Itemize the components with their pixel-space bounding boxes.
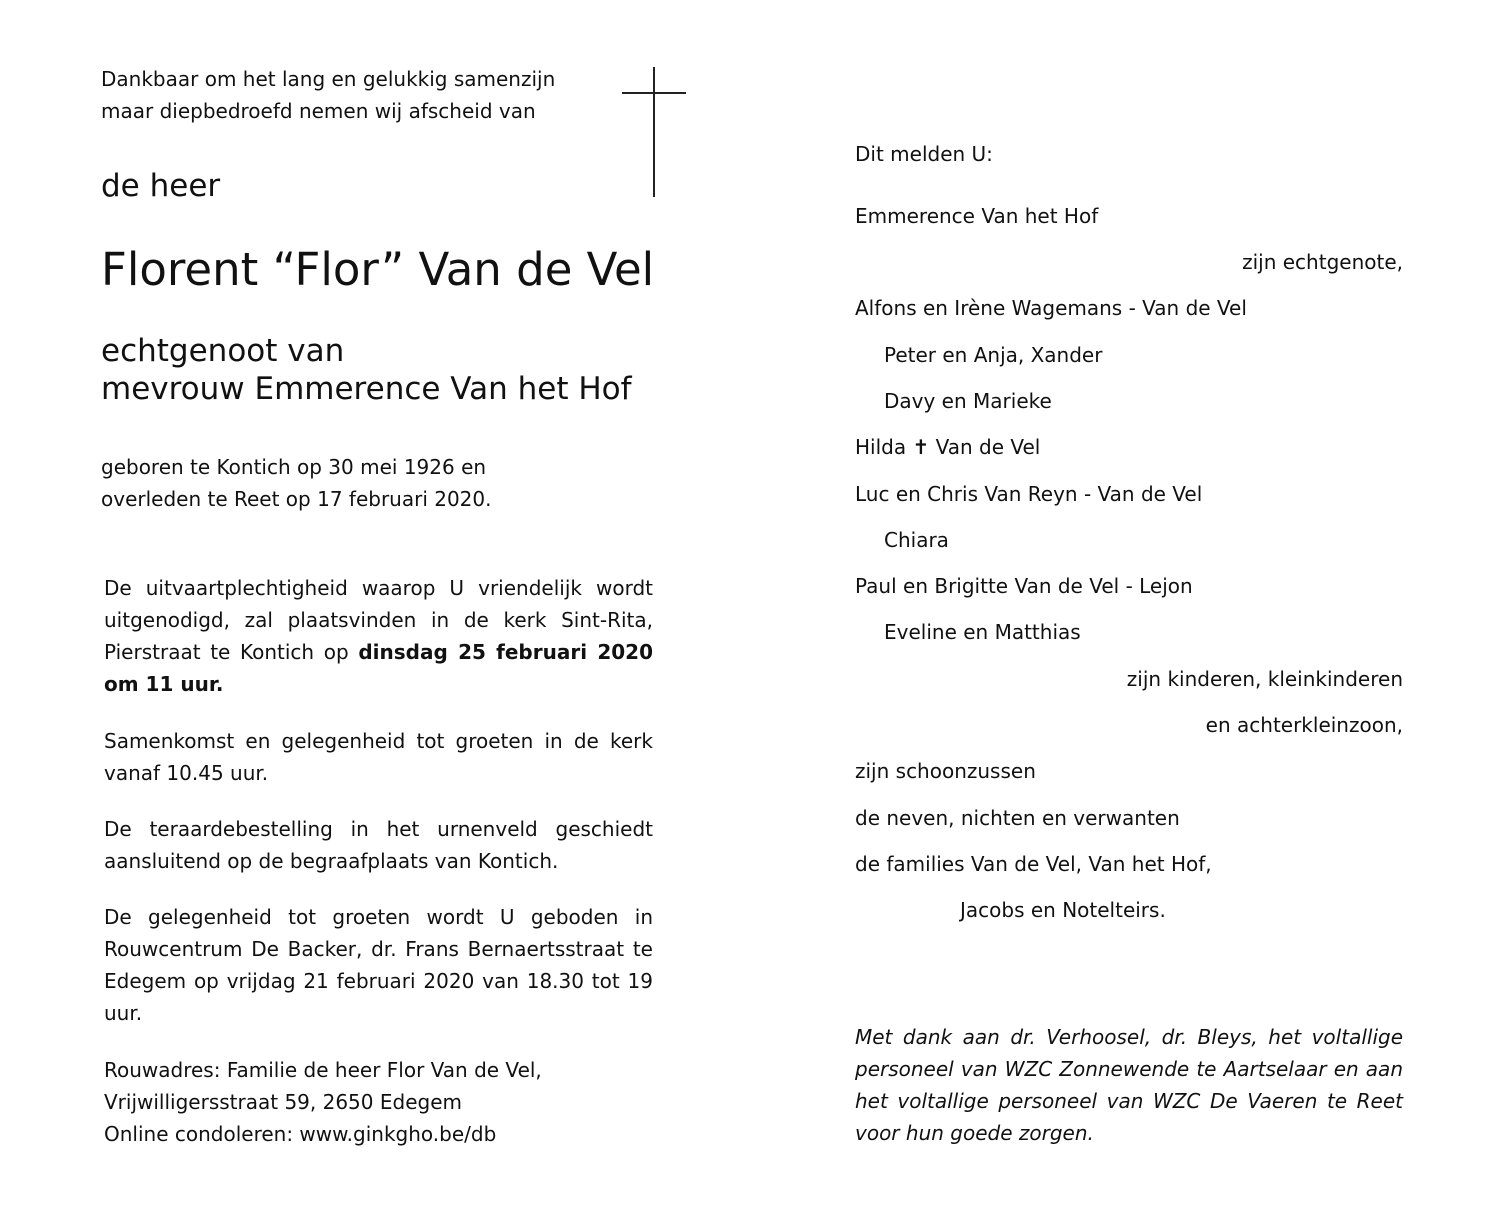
- family-families-2: Jacobs en Notelteirs.: [960, 898, 1166, 922]
- family-spouse-name: Emmerence Van het Hof: [855, 204, 1099, 228]
- intro-text: [101, 63, 621, 127]
- condolence-link: Online condoleren: www.ginkgho.be/db: [104, 1122, 497, 1146]
- birth-line: geboren te Kontich op 30 mei 1926 en: [101, 455, 487, 479]
- address-line-2: Vrijwilligersstraat 59, 2650 Edegem: [104, 1090, 462, 1114]
- address-block: [104, 1054, 542, 1150]
- spouse-line-1: echtgenoot van: [101, 333, 345, 369]
- intro-line-1: Dankbaar om het lang en gelukkig samenzijn: [101, 67, 556, 91]
- family-grandchild-4: Eveline en Matthias: [884, 620, 1081, 644]
- cross-icon-horizontal: [622, 92, 686, 94]
- funeral-text: De uitvaartplechtigheid waarop U vriendelijk wordt uitgenodigd, zal plaatsvinden in de kerk Sint-Rita, Pierstraat te Kontich op: [104, 576, 653, 664]
- visitation-paragraph: De gelegenheid tot groeten wordt U geboden in Rouwcentrum De Backer, dr. Frans Bernaertsstraat te Edegem op vrijdag 21 februari 2020 van 18.30 tot 19 uur.: [104, 905, 653, 1025]
- family-relatives: de neven, nichten en verwanten: [855, 806, 1180, 830]
- family-child-1: Alfons en Irène Wagemans - Van de Vel: [855, 296, 1247, 320]
- thanks-paragraph: Met dank aan dr. Verhoosel, dr. Bleys, het voltallige personeel van WZC Zonnewende te Aartselaar en aan het voltallige personeel van WZC De Vaeren te Reet voor hun goede zorgen.: [855, 1025, 1403, 1145]
- family-grandchild-1: Peter en Anja, Xander: [884, 343, 1103, 367]
- family-child-3: Luc en Chris Van Reyn - Van de Vel: [855, 482, 1203, 506]
- announcement-header: Dit melden U:: [855, 142, 993, 166]
- family-greatgrandchild-role: en achterkleinzoon,: [1205, 713, 1403, 737]
- death-line: overleden te Reet op 17 februari 2020.: [101, 487, 492, 511]
- gathering-paragraph: Samenkomst en gelegenheid tot groeten in de kerk vanaf 10.45 uur.: [104, 729, 653, 785]
- spouse-block: [101, 332, 632, 408]
- family-spouse-role: zijn echtgenote,: [1242, 250, 1403, 274]
- salutation: de heer: [101, 168, 221, 204]
- funeral-paragraph: [104, 572, 653, 700]
- address-line-1: Rouwadres: Familie de heer Flor Van de Vel,: [104, 1058, 542, 1082]
- deceased-name: Florent “Flor” Van de Vel: [101, 243, 655, 296]
- family-grandchild-2: Davy en Marieke: [884, 389, 1052, 413]
- family-children-role: zijn kinderen, kleinkinderen: [1126, 667, 1403, 691]
- dates-block: [101, 451, 492, 515]
- intro-line-2: maar diepbedroefd nemen wij afscheid van: [101, 99, 536, 123]
- burial-paragraph: De teraardebestelling in het urnenveld geschiedt aansluitend op de begraafplaats van Kontich.: [104, 817, 653, 873]
- family-sisters-in-law: zijn schoonzussen: [855, 759, 1036, 783]
- cross-icon-vertical: [653, 67, 655, 197]
- family-child-2: Hilda ✝ Van de Vel: [855, 435, 1041, 459]
- spouse-line-2: mevrouw Emmerence Van het Hof: [101, 371, 632, 407]
- funeral-date: dinsdag 25 februari 2020 om 11 uur.: [104, 640, 653, 696]
- family-families-1: de families Van de Vel, Van het Hof,: [855, 852, 1212, 876]
- family-child-4: Paul en Brigitte Van de Vel - Lejon: [855, 574, 1193, 598]
- family-grandchild-3: Chiara: [884, 528, 949, 552]
